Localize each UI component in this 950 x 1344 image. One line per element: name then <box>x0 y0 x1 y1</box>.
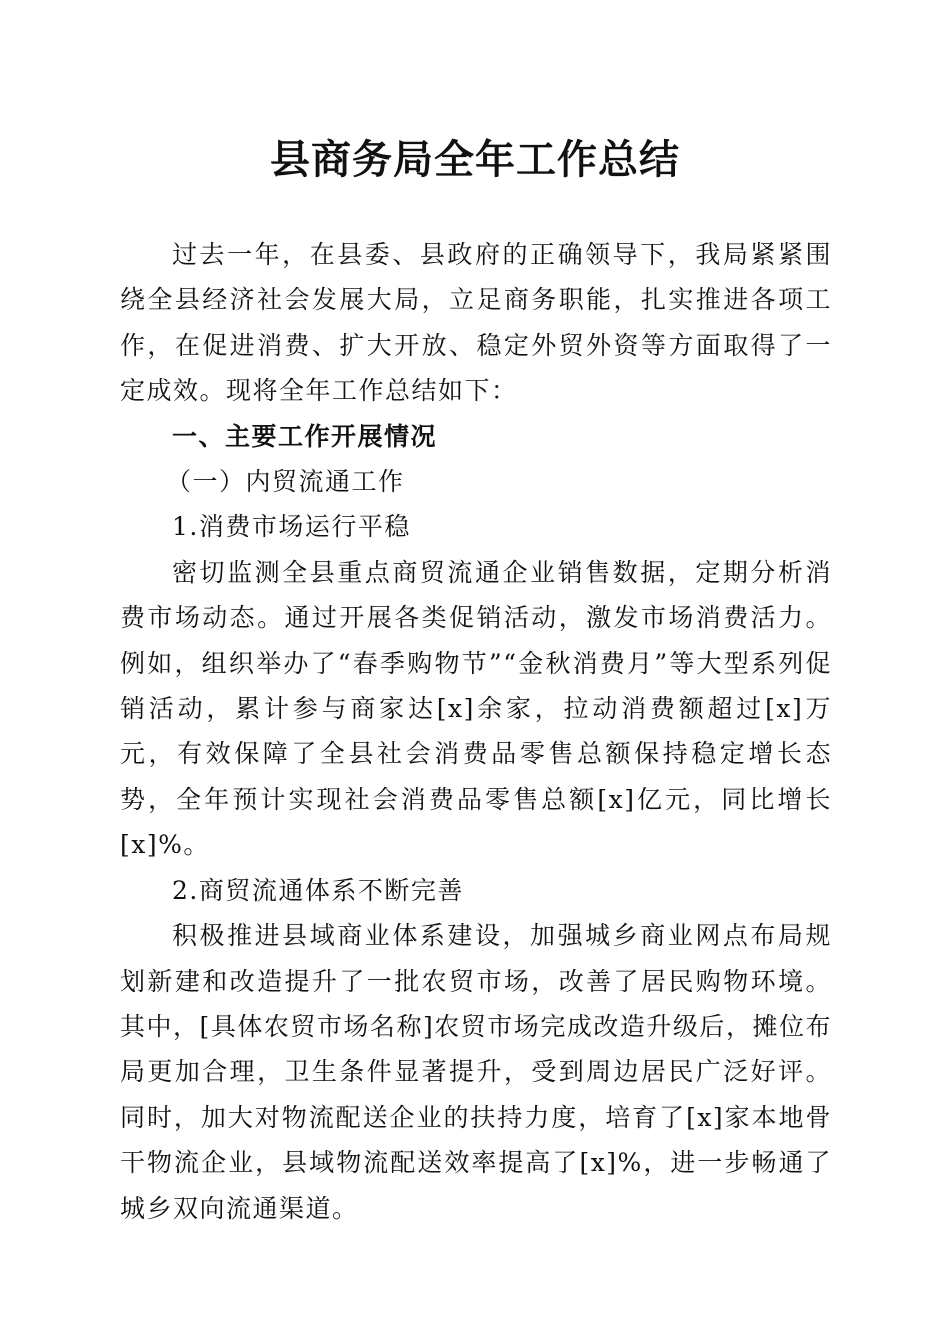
document-body <box>120 232 832 1231</box>
item-heading-consumption: 1.消费市场运行平稳 <box>172 512 411 542</box>
intro-paragraph: 过去一年，在县委、县政府的正确领导下，我局紧紧围绕全县经济社会发展大局，立足商务职能，扎实推进各项工作，在促进消费、扩大开放、稳定外贸外资等方面取得了一定成效。现将全年工作总结如下： <box>120 240 832 406</box>
item-paragraph-consumption: 密切监测全县重点商贸流通企业销售数据，定期分析消费市场动态。通过开展各类促销活动，激发市场消费活力。例如，组织举办了“春季购物节”“金秋消费月”等大型系列促销活动，累计参与商家达[x]余家，拉动消费额超过[x]万元，有效保障了全县社会消费品零售总额保持稳定增长态势，全年预计实现社会消费品零售总额[x]亿元，同比增长[x]%。 <box>120 557 832 860</box>
item-heading-circulation: 2.商贸流通体系不断完善 <box>172 875 464 905</box>
subsection-heading: （一）内贸流通工作 <box>166 467 405 497</box>
item-paragraph-circulation: 积极推进县域商业体系建设，加强城乡商业网点布局规划新建和改造提升了一批农贸市场，改善了居民购物环境。其中，[具体农贸市场名称]农贸市场完成改造升级后，摊位布局更加合理，卫生条件显著提升，受到周边居民广泛好评。同时，加大对物流配送企业的扶持力度，培育了[x]家本地骨干物流企业，县域物流配送效率提高了[x]%，进一步畅通了城乡双向流通渠道。 <box>120 921 832 1223</box>
section-heading: 一、主要工作开展情况 <box>172 421 438 451</box>
document-title: 县商务局全年工作总结 <box>270 136 680 183</box>
